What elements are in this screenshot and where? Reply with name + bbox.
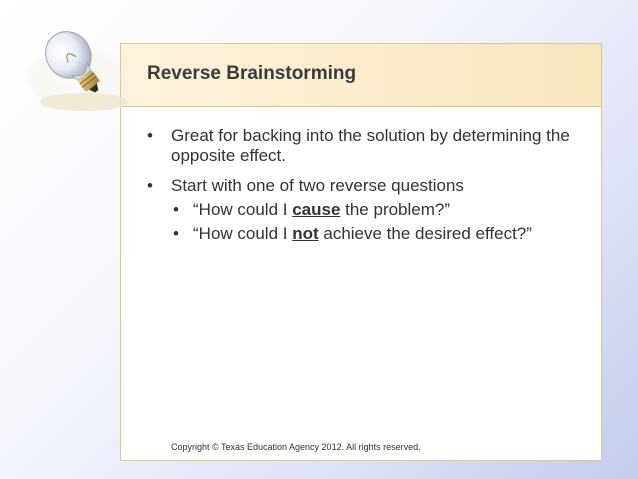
bullet-text: Great for backing into the solution by determining the opposite effect. (171, 126, 570, 165)
bullet-item (141, 176, 581, 196)
bullet-marker: • (147, 176, 153, 195)
slide-panel (120, 43, 602, 461)
slide-title: Reverse Brainstorming (147, 63, 357, 84)
sub-bullet-item (141, 224, 581, 244)
light-bulb-icon (22, 18, 140, 118)
slide-content (141, 126, 581, 248)
sub-bullet-emphasis: cause (292, 200, 341, 219)
sub-bullet-text-before: “How could I (193, 200, 293, 219)
sub-bullet-text-after: achieve the desired effect?” (318, 224, 532, 243)
sub-bullet-text-after: the problem?” (340, 200, 451, 219)
bullet-item (141, 126, 581, 166)
sub-bullet-text-before: “How could I (193, 224, 293, 243)
bullet-marker: • (173, 200, 179, 219)
copyright-footer: Copyright © Texas Education Agency 2012. All rights reserved. (171, 442, 421, 452)
bullet-marker: • (173, 224, 179, 243)
title-bar (121, 44, 601, 107)
sub-bullet-item (141, 200, 581, 220)
sub-bullet-emphasis: not (292, 224, 319, 243)
bullet-text: Start with one of two reverse questions (171, 176, 464, 195)
bullet-marker: • (147, 126, 153, 145)
